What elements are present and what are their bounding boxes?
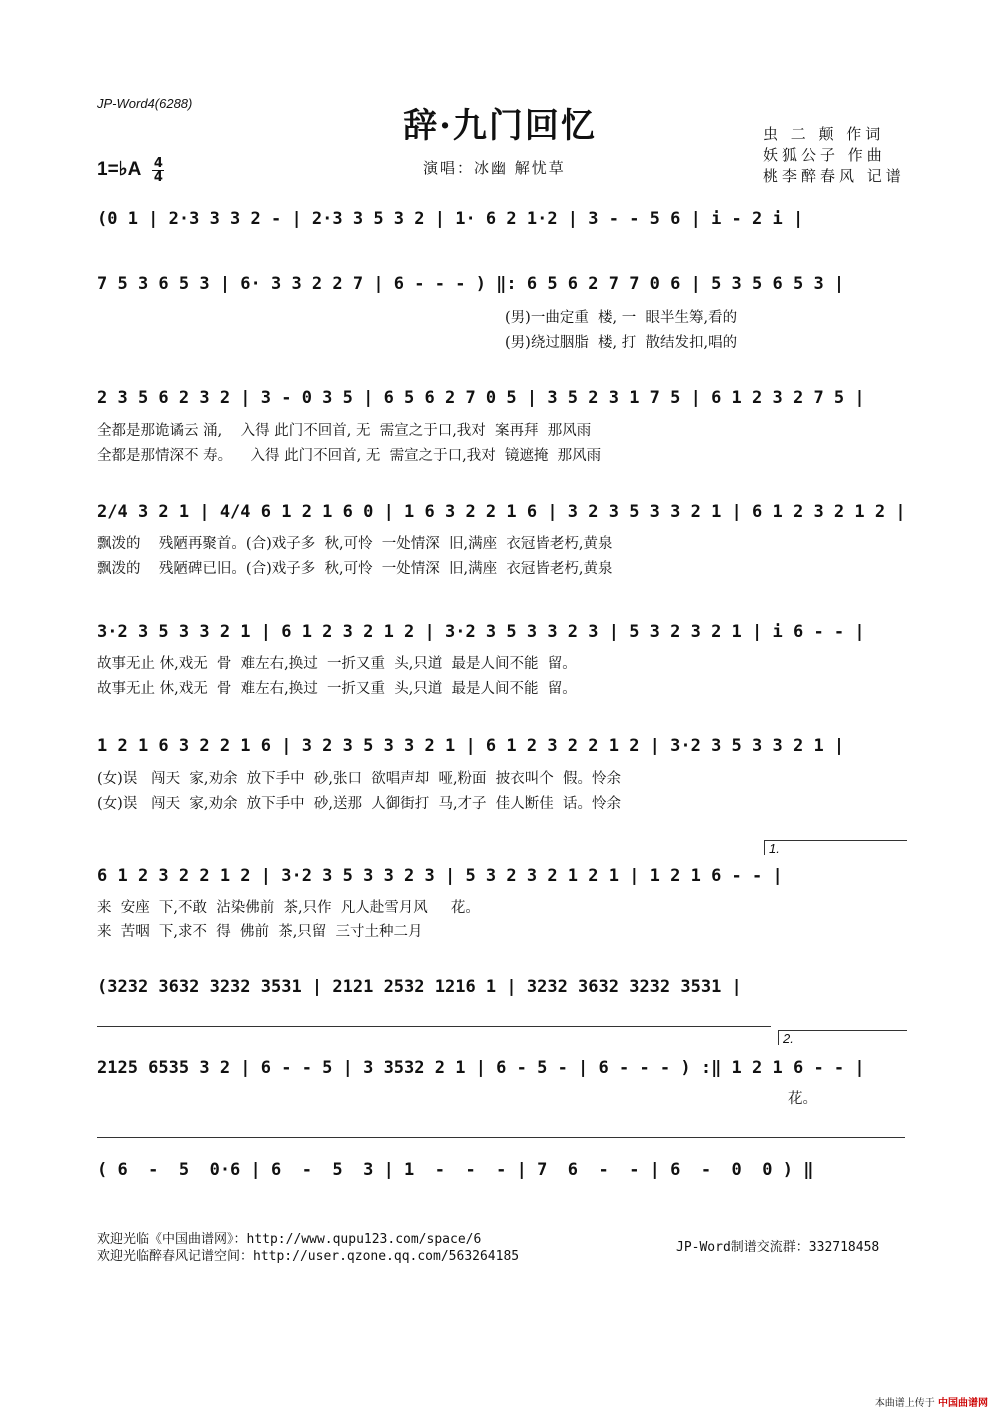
system-7-notes: 6 1 2 3 2 2 1 2 | 3·2 3 5 3 3 2 3 | 5 3 2 3 2 1 2 1 | 1 2 1 6 - - | <box>97 866 783 886</box>
score-title: 辞·九门回忆 <box>403 106 597 146</box>
lyricist-credit: 虫 二 颠 作词 <box>763 125 885 143</box>
key-signature <box>97 157 164 184</box>
volta-first-ending <box>764 840 907 855</box>
meter-bottom: 4 <box>153 170 163 185</box>
system-2-notes: 7 5 3 6 5 3 | 6· 3 3 2 2 7 | 6 - - - ) ‖: 6 5 6 2 7 7 0 6 | 5 3 5 6 5 3 | <box>97 274 845 294</box>
meter-top: 4 <box>153 156 163 171</box>
system-6-lyric-1: (女)误 闯天 家,劝余 放下手中 砂,张口 欲唱声却 哑,粉面 披衣叫个 假。怜余 <box>97 771 621 787</box>
system-6-lyric-2: (女)误 闯天 家,劝余 放下手中 砂,送那 人御街打 马,才子 佳人断佳 话。怜余 <box>97 796 621 812</box>
system-2-lyric-2: (男)绕过胭脂 楼, 打 散结发扣,唱的 <box>505 335 738 351</box>
volta-first-label: 1. <box>769 841 780 856</box>
singers-label: 演唱：冰幽 解忧草 <box>423 159 566 177</box>
system-7-lyric-1: 来 安座 下,不敢 沾染佛前 茶,只作 凡人赴雪月风 花。 <box>97 900 480 916</box>
system-1-notes: (0 1 | 2·3 3 3 2 - | 2·3 3 5 3 2 | 1· 6 2 1·2 | 3 - - 5 6 | i - 2 i | <box>97 209 804 229</box>
transcriber-credit: 桃李醉春风 记谱 <box>763 167 905 185</box>
footer-group: JP-Word制谱交流群：332718458 <box>676 1240 880 1255</box>
system-4-notes: 2/4 3 2 1 | 4/4 6 1 2 1 6 0 | 1 6 3 2 2 1 6 | 3 2 3 5 3 3 2 1 | 6 1 2 3 2 1 2 | <box>97 502 906 522</box>
system-4-lyric-1: 飘泼的 残陋再聚首。(合)戏子多 秋,可怜 一处情深 旧,满座 衣冠皆老朽,黄泉 <box>97 536 613 552</box>
upload-badge <box>875 1394 988 1409</box>
system-3-lyric-2: 全都是那情深不 寿。 入得 此门不回首, 无 需宣之于口,我对 镜遮掩 那风雨 <box>97 448 602 464</box>
composer-credit: 妖狐公子 作曲 <box>763 146 886 164</box>
footer-link-1[interactable]: 欢迎光临《中国曲谱网》：http://www.qupu123.com/space/6 <box>97 1232 482 1247</box>
system-9-notes: 2125 6535 3 2 | 6 - - 5 | 3 3532 2 1 | 6 - 5 - | 6 - - - ) :‖ 1 2 1 6 - - | <box>97 1058 865 1078</box>
system-3-notes: 2 3 5 6 2 3 2 | 3 - 0 3 5 | 6 5 6 2 7 0 5 | 3 5 2 3 1 7 5 | 6 1 2 3 2 7 5 | <box>97 388 865 408</box>
upload-label: 本曲谱上传于 <box>874 1398 935 1409</box>
key-label: 1=♭A <box>97 159 142 180</box>
volta-second-label: 2. <box>783 1031 794 1046</box>
system-5-lyric-1: 故事无止 休,戏无 骨 难左右,换过 一折又重 头,只道 最是人间不能 留。 <box>97 656 577 672</box>
software-label: JP-Word4(6288) <box>97 96 193 111</box>
system-5-notes: 3·2 3 5 3 3 2 1 | 6 1 2 3 2 1 2 | 3·2 3 5 3 3 2 3 | 5 3 2 3 2 1 | i 6 - - | <box>97 622 865 642</box>
system-9-bracket-line <box>97 1026 771 1027</box>
volta-second-lyric: 花。 <box>788 1091 817 1107</box>
volta-second-ending <box>778 1030 907 1045</box>
footer-link-2[interactable]: 欢迎光临醉春风记谱空间：http://user.qzone.qq.com/563264185 <box>97 1249 520 1264</box>
system-10-bracket-line <box>97 1137 905 1138</box>
time-signature <box>152 157 164 184</box>
site-logo: 中国曲谱网 <box>938 1398 988 1409</box>
system-3-lyric-1: 全都是那诡谲云 涌, 入得 此门不回首, 无 需宣之于口,我对 案再拜 那风雨 <box>97 423 592 439</box>
system-7-lyric-2: 来 苦咽 下,求不 得 佛前 茶,只留 三寸土种二月 <box>97 924 423 940</box>
system-5-lyric-2: 故事无止 休,戏无 骨 难左右,换过 一折又重 头,只道 最是人间不能 留。 <box>97 681 577 697</box>
system-4-lyric-2: 飘泼的 残陋碑已旧。(合)戏子多 秋,可怜 一处情深 旧,满座 衣冠皆老朽,黄泉 <box>97 561 613 577</box>
system-10-notes: ( 6 - 5 0·6 | 6 - 5 3 | 1 - - - | 7 6 - - | 6 - 0 0 ) ‖ <box>97 1160 814 1180</box>
system-2-lyric-1: (男)一曲定重 楼, 一 眼半生筹,看的 <box>505 310 738 326</box>
system-8-notes: (3232 3632 3232 3531 | 2121 2532 1216 1 | 3232 3632 3232 3531 | <box>97 977 742 997</box>
credits <box>763 124 905 187</box>
system-6-notes: 1 2 1 6 3 2 2 1 6 | 3 2 3 5 3 3 2 1 | 6 1 2 3 2 2 1 2 | 3·2 3 5 3 3 2 1 | <box>97 736 845 756</box>
